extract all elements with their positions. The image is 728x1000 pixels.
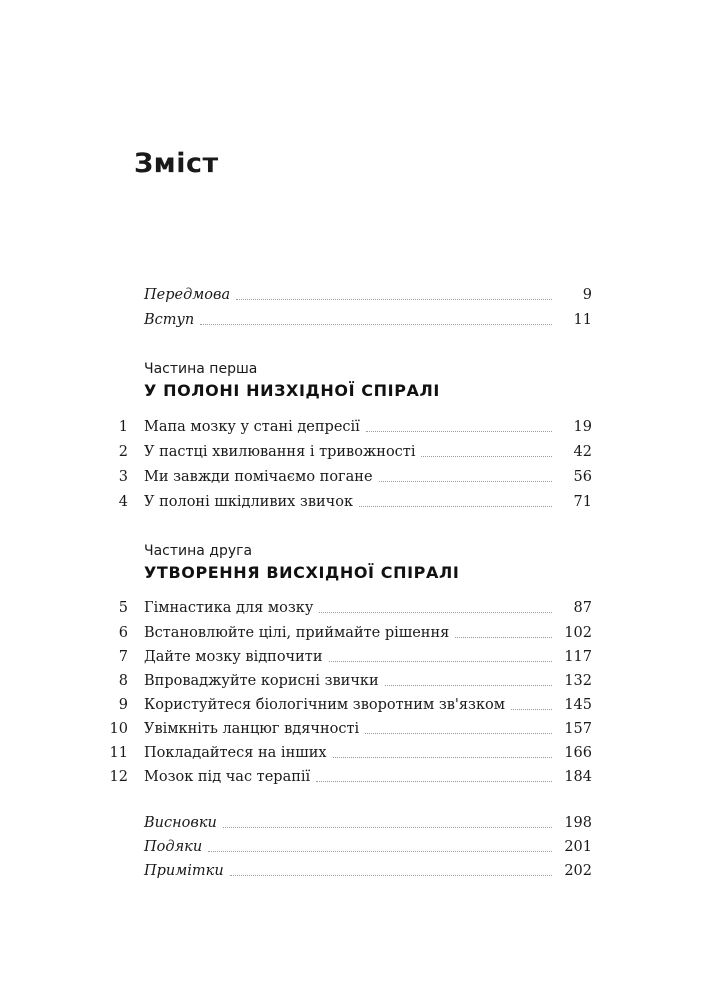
dot-leader: [208, 851, 552, 852]
part-one-label: Частина перша: [144, 361, 258, 377]
dot-leader: [421, 456, 552, 457]
dot-leader: [230, 875, 552, 876]
entry-title: У пастці хвилювання і тривожності: [144, 444, 416, 460]
chapter-number: 1: [118, 419, 128, 435]
dot-leader: [385, 685, 552, 686]
dot-leader: [379, 481, 552, 482]
toc-entry-chapter[interactable]: [0, 697, 728, 719]
entry-title: У полоні шкідливих звичок: [144, 494, 354, 510]
entry-page: 184: [564, 769, 592, 785]
part-two-label: Частина друга: [144, 543, 253, 559]
chapter-number: 10: [109, 721, 128, 737]
toc-entry-chapter[interactable]: [0, 469, 728, 491]
entry-title: Подяки: [144, 839, 203, 855]
dot-leader: [236, 299, 552, 300]
dot-leader: [366, 431, 552, 432]
dot-leader: [455, 637, 552, 638]
toc-entry-chapter[interactable]: [0, 494, 728, 516]
entry-title: Примітки: [144, 863, 224, 879]
toc-entry-notes[interactable]: [0, 863, 728, 885]
entry-page: 201: [564, 839, 592, 855]
dot-leader: [365, 733, 552, 734]
page-title: Зміст: [134, 148, 219, 179]
chapter-number: 11: [109, 745, 128, 761]
chapter-number: 12: [109, 769, 128, 785]
chapter-number: 3: [118, 469, 128, 485]
entry-title: Користуйтеся біологічним зворотним зв'язком: [144, 697, 506, 713]
entry-title: Впроваджуйте корисні звички: [144, 673, 379, 689]
part-two-title: [144, 563, 459, 582]
toc-entry-acknowledgements[interactable]: [0, 839, 728, 861]
entry-page: 102: [564, 625, 592, 641]
entry-title: Висновки: [144, 815, 217, 831]
entry-title: Покладайтеся на інших: [144, 745, 327, 761]
entry-title: Передмова: [144, 287, 231, 303]
entry-page: 202: [564, 863, 592, 879]
part-two-title-text: УТВОРЕННЯ ВИСХІДНОЇ СПІРАЛІ: [144, 563, 460, 582]
entry-title: Мапа мозку у стані депресії: [144, 419, 360, 435]
chapter-number: 7: [118, 649, 128, 665]
entry-page: 166: [564, 745, 592, 761]
toc-entry-chapter[interactable]: [0, 721, 728, 743]
dot-leader: [359, 506, 552, 507]
toc-entry-chapter[interactable]: [0, 673, 728, 695]
dot-leader: [316, 781, 552, 782]
toc-entry-chapter[interactable]: [0, 625, 728, 647]
entry-title: Дайте мозку відпочити: [144, 649, 323, 665]
part-one-title: [144, 381, 440, 400]
dot-leader: [333, 757, 552, 758]
entry-page: 157: [564, 721, 592, 737]
toc-entry-chapter[interactable]: [0, 600, 728, 622]
entry-page: 71: [573, 494, 592, 510]
entry-page: 11: [573, 312, 592, 328]
dot-leader: [329, 661, 552, 662]
toc-entry-chapter[interactable]: [0, 745, 728, 767]
entry-page: 117: [564, 649, 592, 665]
entry-title: Вступ: [144, 312, 195, 328]
entry-title: Мозок під час терапії: [144, 769, 311, 785]
chapter-number: 2: [118, 444, 128, 460]
chapter-number: 5: [118, 600, 128, 616]
toc-entry-chapter[interactable]: [0, 769, 728, 791]
entry-page: 198: [564, 815, 592, 831]
dot-leader: [511, 709, 552, 710]
entry-page: 42: [573, 444, 592, 460]
dot-leader: [200, 324, 552, 325]
entry-title: Увімкніть ланцюг вдячності: [144, 721, 360, 737]
dot-leader: [319, 612, 552, 613]
dot-leader: [223, 827, 552, 828]
entry-page: 56: [573, 469, 592, 485]
chapter-number: 9: [118, 697, 128, 713]
entry-title: Встановлюйте цілі, приймайте рішення: [144, 625, 450, 641]
entry-page: 87: [573, 600, 592, 616]
chapter-number: 6: [118, 625, 128, 641]
entry-page: 132: [564, 673, 592, 689]
entry-page: 9: [582, 287, 592, 303]
chapter-number: 4: [118, 494, 128, 510]
part-one-title-text: У ПОЛОНІ НИЗХІДНОЇ СПІРАЛІ: [144, 381, 440, 400]
toc-entry-chapter[interactable]: [0, 649, 728, 671]
toc-entry-chapter[interactable]: [0, 419, 728, 441]
entry-page: 19: [573, 419, 592, 435]
chapter-number: 8: [118, 673, 128, 689]
entry-title: Гімнастика для мозку: [144, 600, 314, 616]
toc-entry-preface[interactable]: [0, 287, 728, 309]
entry-page: 145: [564, 697, 592, 713]
toc-entry-intro[interactable]: [0, 312, 728, 334]
toc-entry-conclusions[interactable]: [0, 815, 728, 837]
entry-title: Ми завжди помічаємо погане: [144, 469, 373, 485]
toc-entry-chapter[interactable]: [0, 444, 728, 466]
